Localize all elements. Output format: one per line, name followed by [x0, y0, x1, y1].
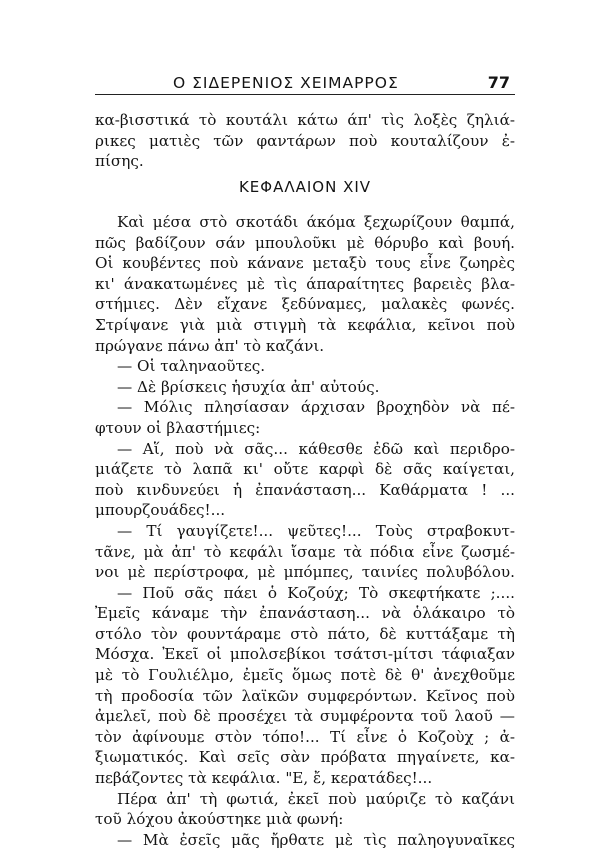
text-line: τὴ προδοσία τῶν λαϊκῶν συμφερόντων. Κεῖνος ποὺ	[95, 686, 515, 705]
chapter-heading: ΚΕΦΑΛΑΙΟΝ XIV	[238, 178, 372, 196]
text-line: — Μὰ ἐσεῖς μᾶς ἤρθατε μὲ τὶς παληογυναῖκες	[117, 830, 515, 849]
text-line: μπουρζουάδες!...	[95, 501, 226, 520]
running-header	[95, 74, 515, 94]
text-line: — Μόλις πλησίασαν άρχισαν βροχηδὸν νὰ πέ-	[117, 398, 515, 417]
text-line: μιάζετε τὸ λαπᾶ κι' οὔτε καρφὶ δὲ σᾶς καίγεται,	[95, 460, 515, 479]
text-line: Μόσχα. Ἐκεῖ οἱ μπολσεβίκοι τσάτσι-μίτσι τάφιαξαν	[95, 645, 515, 664]
text-line: στήμιες. Δὲν εἴχανε ξεδύναμες, μαλακὲς φωνές.	[95, 295, 515, 314]
text-line: πίσης.	[95, 152, 144, 171]
text-line: τὸν ἀφίνουμε στὸν τόπο!... Τί εἶνε ὁ Κοζοὺχ ; ἀ-	[95, 727, 515, 746]
text-line: ἀμελεῖ, ποὺ δὲ προσέχει τὰ συμφέροντα τοῦ λαοῦ —	[95, 707, 515, 726]
text-line: μὲ τὸ Γουλιέλμο, ἐμεῖς ὅμως ποτὲ δὲ θ' ἀνεχθοῦμε	[95, 666, 515, 685]
text-line: πρώγανε πάνω ἀπ' τὸ καζάνι.	[95, 336, 325, 355]
text-line: Οἱ κουβέντες ποὺ κάνανε μεταξὺ τους εἶνε ζωηρὲς	[95, 254, 515, 273]
text-line: φτουν οἱ βλαστήμιες:	[95, 418, 261, 437]
running-title: Ο ΣΙΔΕΡΕΝΙΟΣ ΧΕΙΜΑΡΡΟΣ	[173, 74, 399, 92]
main-text	[95, 212, 515, 850]
top-paragraph	[95, 110, 515, 172]
text-line: Καὶ μέσα στὸ σκοτάδι άκόμα ξεχωρίζουν θαμπά,	[117, 213, 515, 231]
text-line: νοι μὲ περίστροφα, μὲ μπόμπες, ταινίες πολυβόλου.	[95, 563, 515, 582]
text-line: κι' άνακατωμένες μὲ τὶς άπαραίτητες βαρειὲς βλα-	[95, 274, 515, 293]
text-line: ξιωματικός. Καὶ σεῖς σὰν πρόβατα πηγαίνετε, κα-	[95, 748, 515, 767]
text-line: — Ποῦ σᾶς πάει ὁ Κοζούχ; Τὸ σκεφτήκατε ;....	[117, 583, 515, 602]
text-line: Στρίψανε γιὰ μιὰ στιγμὴ τὰ κεφάλια, κεῖνοι ποὺ	[95, 315, 515, 334]
text-line: — Τί γαυγίζετε!... ψεῦτες!... Τοὺς στραβοκυτ-	[117, 521, 515, 540]
page-number: 77	[487, 73, 510, 92]
text-line: τᾶνε, μὰ ἀπ' τὸ κεφάλι ἴσαμε τὰ πόδια εἶνε ζωσμέ-	[95, 542, 515, 561]
text-line: — Δὲ βρίσκεις ἡσυχία ἀπ' αὐτούς.	[117, 377, 380, 396]
text-line: — Οἱ ταληναοῦτες.	[117, 357, 266, 376]
text-line: ποὺ κινδυνεύει ἡ ἐπανάσταση... Καθάρματα ! ...	[95, 480, 515, 499]
text-line: κα-βισστικά τὸ κουτάλι κάτω άπ' τὶς λοξὲς ζηλιά-	[95, 111, 515, 129]
text-line: Πέρα ἀπ' τὴ φωτιά, ἐκεῖ ποὺ μαύριζε τὸ καζάνι	[117, 789, 515, 808]
text-line: Ἐμεῖς κάναμε τὴν ἐπανάσταση... νὰ ὁλάκαιρο τὸ	[95, 604, 515, 623]
text-line: ρικες ματιὲς τῶν φαντάρων ποὺ κουταλίζουν ἐ-	[95, 131, 515, 150]
text-line: πεβάζοντες τὰ κεφάλια. "Ε, ἔ, κερατάδες!...	[95, 769, 433, 788]
text-line: τοῦ λόχου ἀκούστηκε μιὰ φωνή:	[95, 810, 344, 829]
text-line: στόλο τὸν φουντάραμε στὸ πάτο, δὲ κυττάξαμε τὴ	[95, 624, 515, 643]
text-line: — Αἵ, ποὺ νὰ σᾶς... κάθεσθε ἐδῶ καὶ περιδρο-	[117, 439, 515, 458]
text-line: πῶς βαδίζουν σάν μπουλοῦκι μὲ θόρυβο καὶ βουή.	[95, 233, 515, 252]
header-rule	[95, 94, 515, 95]
